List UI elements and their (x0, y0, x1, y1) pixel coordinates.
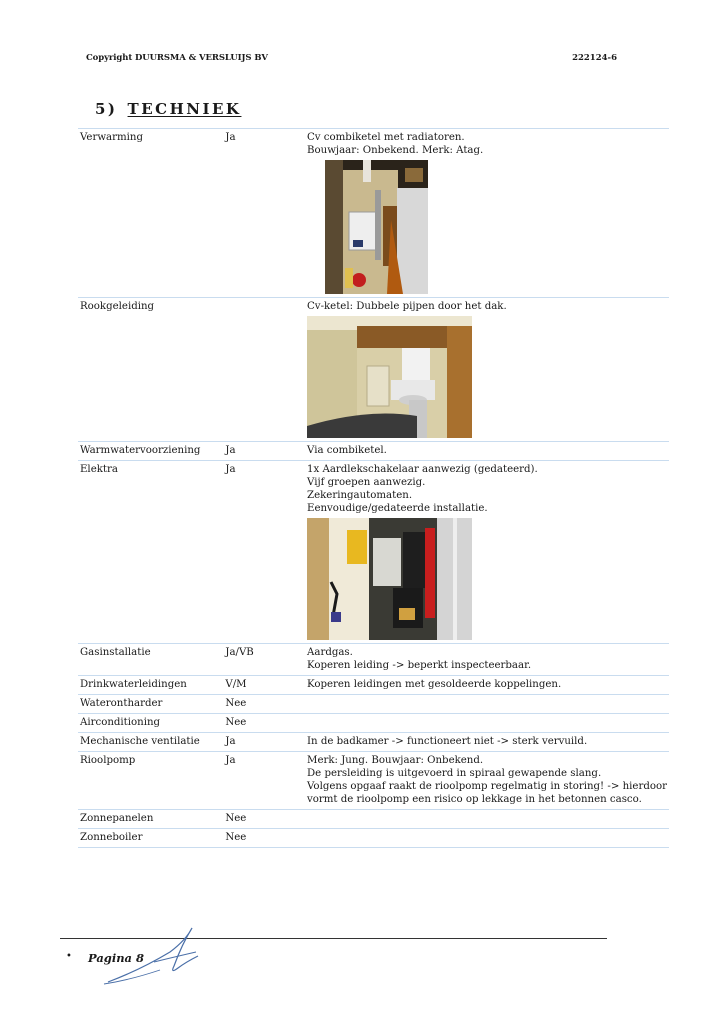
row-description (305, 810, 669, 829)
description-line: Bouwjaar: Onbekend. Merk: Atag. (307, 145, 484, 156)
description-line: Zekeringautomaten. (307, 490, 413, 501)
section-heading (95, 100, 241, 118)
row-label: Rioolpomp (78, 752, 223, 810)
row-description (305, 129, 669, 298)
row-description (305, 644, 669, 676)
row-description (305, 461, 669, 644)
row-label: Gasinstallatie (78, 644, 223, 676)
row-value: Ja (223, 752, 305, 810)
description-line: Eenvoudige/gedateerde installatie. (307, 503, 488, 514)
row-label: Waterontharder (78, 695, 223, 714)
row-value: Nee (223, 829, 305, 848)
row-value: Ja (223, 733, 305, 752)
meter-cupboard-photo (307, 518, 667, 640)
row-value: Ja (223, 461, 305, 644)
row-description (305, 442, 669, 461)
description-line: Via combiketel. (307, 445, 387, 456)
row-label: Drinkwaterleidingen (78, 676, 223, 695)
row-value: Ja (223, 442, 305, 461)
table-row-drinkwaterleidingen (78, 676, 669, 695)
table-row-zonnepanelen (78, 810, 669, 829)
row-description (305, 752, 669, 810)
description-line: 1x Aardlekschakelaar aanwezig (gedateerd). (307, 464, 538, 475)
description-line: Koperen leidingen met gesoldeerde koppelingen. (307, 679, 562, 690)
section-number: 5) (95, 100, 118, 118)
handwritten-signature (100, 922, 210, 992)
description-line: Vijf groepen aanwezig. (307, 477, 426, 488)
report-number: 222124-6 (572, 53, 617, 63)
table-row-elektra (78, 461, 669, 644)
description-line: Aardgas. (307, 647, 353, 658)
copyright-header: Copyright DUURSMA & VERSLUIJS BV (86, 53, 268, 63)
description-line: Merk: Jung. Bouwjaar: Onbekend. (307, 755, 484, 766)
row-description (305, 714, 669, 733)
table-row-warmwatervoorziening (78, 442, 669, 461)
description-line: Volgens opgaaf raakt de rioolpomp regelmatig in storing! -> hierdoor (307, 781, 667, 792)
row-value: V/M (223, 676, 305, 695)
techniek-table (78, 128, 669, 848)
table-row-gasinstallatie (78, 644, 669, 676)
description-line: vormt de rioolpomp een risico op lekkage in het betonnen casco. (307, 794, 642, 805)
row-label: Warmwatervoorziening (78, 442, 223, 461)
description-line: Cv-ketel: Dubbele pijpen door het dak. (307, 301, 507, 312)
table-row-airconditioning (78, 714, 669, 733)
row-label: Rookgeleiding (78, 298, 223, 442)
row-label: Airconditioning (78, 714, 223, 733)
table-row-zonneboiler (78, 829, 669, 848)
row-value: Nee (223, 810, 305, 829)
flue-pipe-photo (307, 316, 667, 438)
table-row-rioolpomp (78, 752, 669, 810)
row-value: Nee (223, 714, 305, 733)
row-value: Ja (223, 129, 305, 298)
row-label: Zonnepanelen (78, 810, 223, 829)
row-value: Ja/VB (223, 644, 305, 676)
row-label: Verwarming (78, 129, 223, 298)
row-label: Elektra (78, 461, 223, 644)
table-row-mechanische-ventilatie (78, 733, 669, 752)
row-description (305, 298, 669, 442)
description-line: Koperen leiding -> beperkt inspecteerbaar. (307, 660, 532, 671)
footer-bullet: • (66, 951, 72, 962)
row-description (305, 733, 669, 752)
table-row-waterontharder (78, 695, 669, 714)
row-value (223, 298, 305, 442)
description-line: De persleiding is uitgevoerd in spiraal gewapende slang. (307, 768, 602, 779)
row-description (305, 695, 669, 714)
description-line: Cv combiketel met radiatoren. (307, 132, 465, 143)
row-value: Nee (223, 695, 305, 714)
row-label: Zonneboiler (78, 829, 223, 848)
row-description (305, 676, 669, 695)
table-row-verwarming (78, 129, 669, 298)
page-number: Pagina 8 (88, 951, 145, 965)
boiler-photo (325, 160, 667, 294)
row-label: Mechanische ventilatie (78, 733, 223, 752)
section-title: TECHNIEK (127, 100, 242, 118)
description-line: In de badkamer -> functioneert niet -> sterk vervuild. (307, 736, 588, 747)
table-row-rookgeleiding (78, 298, 669, 442)
row-description (305, 829, 669, 848)
